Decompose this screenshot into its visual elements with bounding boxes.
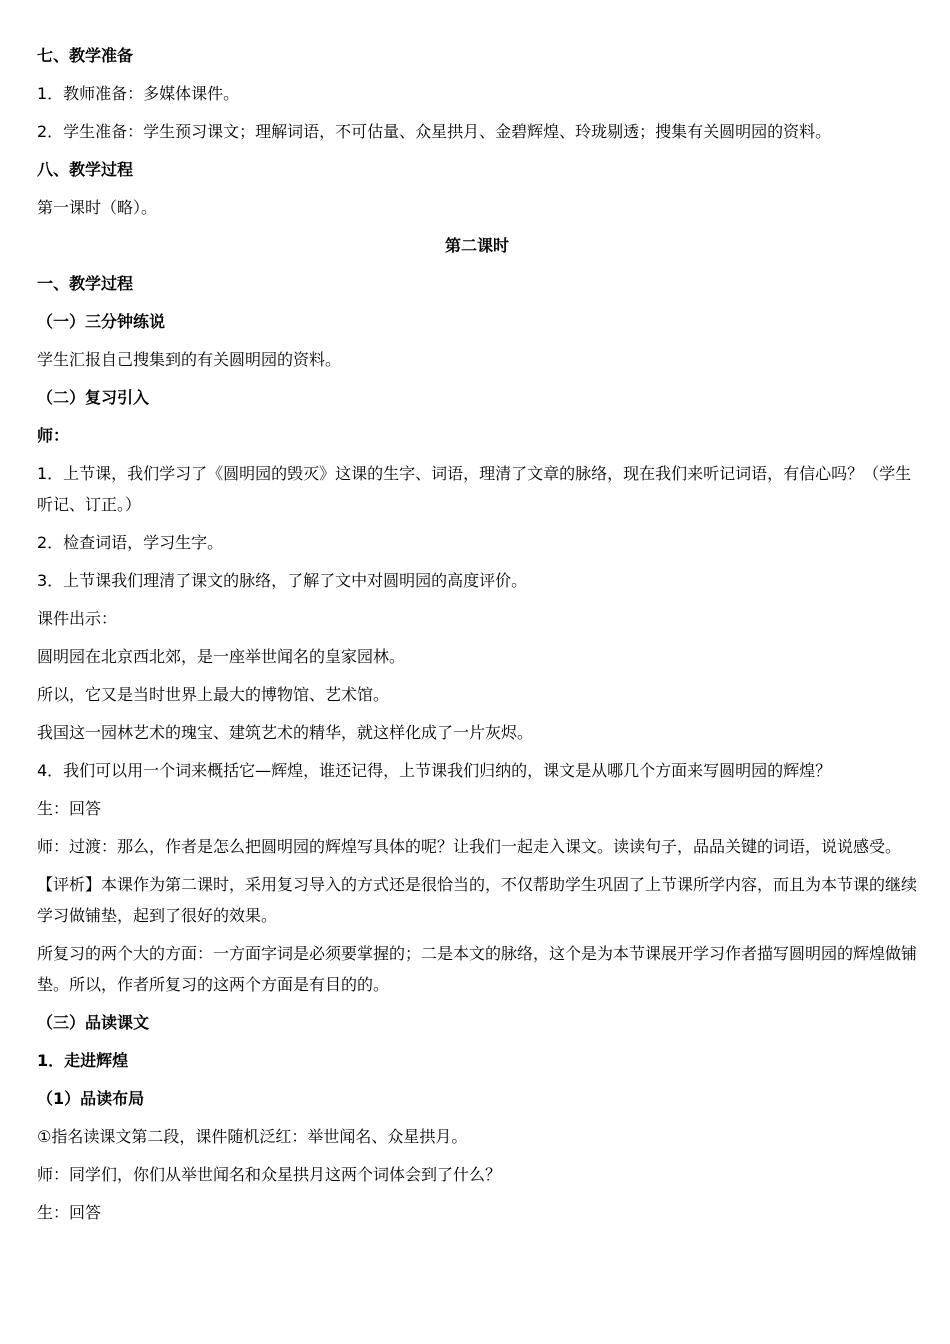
paragraph: 2．学生准备：学生预习课文；理解词语，不可估量、众星拱月、金碧辉煌、玲珑剔透；搜集有关圆明园的资料。 — [37, 122, 832, 141]
speaker-label: 师： — [37, 426, 70, 445]
subheading: （一）三分钟练说 — [37, 312, 166, 331]
paragraph: 1．教师准备：多媒体课件。 — [37, 84, 240, 103]
heading-teaching-process: 八、教学过程 — [37, 160, 134, 179]
paragraph: 1．上节课，我们学习了《圆明园的毁灭》这课的生字、词语，理清了文章的脉络，现在我们来听记词语，有信心吗？（学生听记、订正。） — [37, 464, 912, 514]
subheading: （二）复习引入 — [37, 388, 150, 407]
paragraph: ①指名读课文第二段，课件随机泛红：举世闻名、众星拱月。 — [37, 1127, 468, 1146]
commentary-paragraph: 【评析】本课作为第二课时，采用复习导入的方式还是很恰当的，不仅帮助学生巩固了上节课所学内容，而且为本节课的继续学习做铺垫，起到了很好的效果。 — [37, 875, 918, 925]
subheading: （三）品读课文 — [37, 1013, 150, 1032]
paragraph: 师：过渡：那么，作者是怎么把圆明园的辉煌写具体的呢？让我们一起走入课文。读读句子，品品关键的词语，说说感受。 — [37, 837, 902, 856]
paragraph: 2．检查词语，学习生字。 — [37, 533, 224, 552]
heading-teaching-preparation: 七、教学准备 — [37, 46, 134, 65]
paragraph: 所以，它又是当时世界上最大的博物馆、艺术馆。 — [37, 685, 390, 704]
paragraph: 生：回答 — [37, 1203, 102, 1222]
paragraph: 师：同学们，你们从举世闻名和众星拱月这两个词体会到了什么？ — [37, 1165, 502, 1184]
heading-teaching-process-2: 一、教学过程 — [37, 274, 134, 293]
paragraph: 生：回答 — [37, 799, 102, 818]
paragraph: 学生汇报自己搜集到的有关圆明园的资料。 — [37, 350, 342, 369]
paragraph: 4．我们可以用一个词来概括它—辉煌，谁还记得，上节课我们归纳的，课文是从哪几个方面来写圆明园的辉煌？ — [37, 761, 832, 780]
paragraph: 我国这一园林艺术的瑰宝、建筑艺术的精华，就这样化成了一片灰烬。 — [37, 723, 534, 742]
paragraph: 课件出示： — [37, 609, 118, 628]
subheading: 1．走进辉煌 — [37, 1051, 129, 1070]
document-body — [37, 40, 917, 1235]
paragraph: 圆明园在北京西北郊，是一座举世闻名的皇家园林。 — [37, 647, 406, 666]
paragraph: 第一课时（略）。 — [37, 198, 158, 217]
section-title-second-lesson: 第二课时 — [444, 236, 509, 255]
subheading: （1）品读布局 — [37, 1089, 145, 1108]
paragraph: 3．上节课我们理清了课文的脉络，了解了文中对圆明园的高度评价。 — [37, 571, 528, 590]
paragraph: 所复习的两个大的方面：一方面字词是必须要掌握的；二是本文的脉络，这个是为本节课展开学习作者描写圆明园的辉煌做铺垫。所以，作者所复习的这两个方面是有目的的。 — [37, 944, 918, 994]
